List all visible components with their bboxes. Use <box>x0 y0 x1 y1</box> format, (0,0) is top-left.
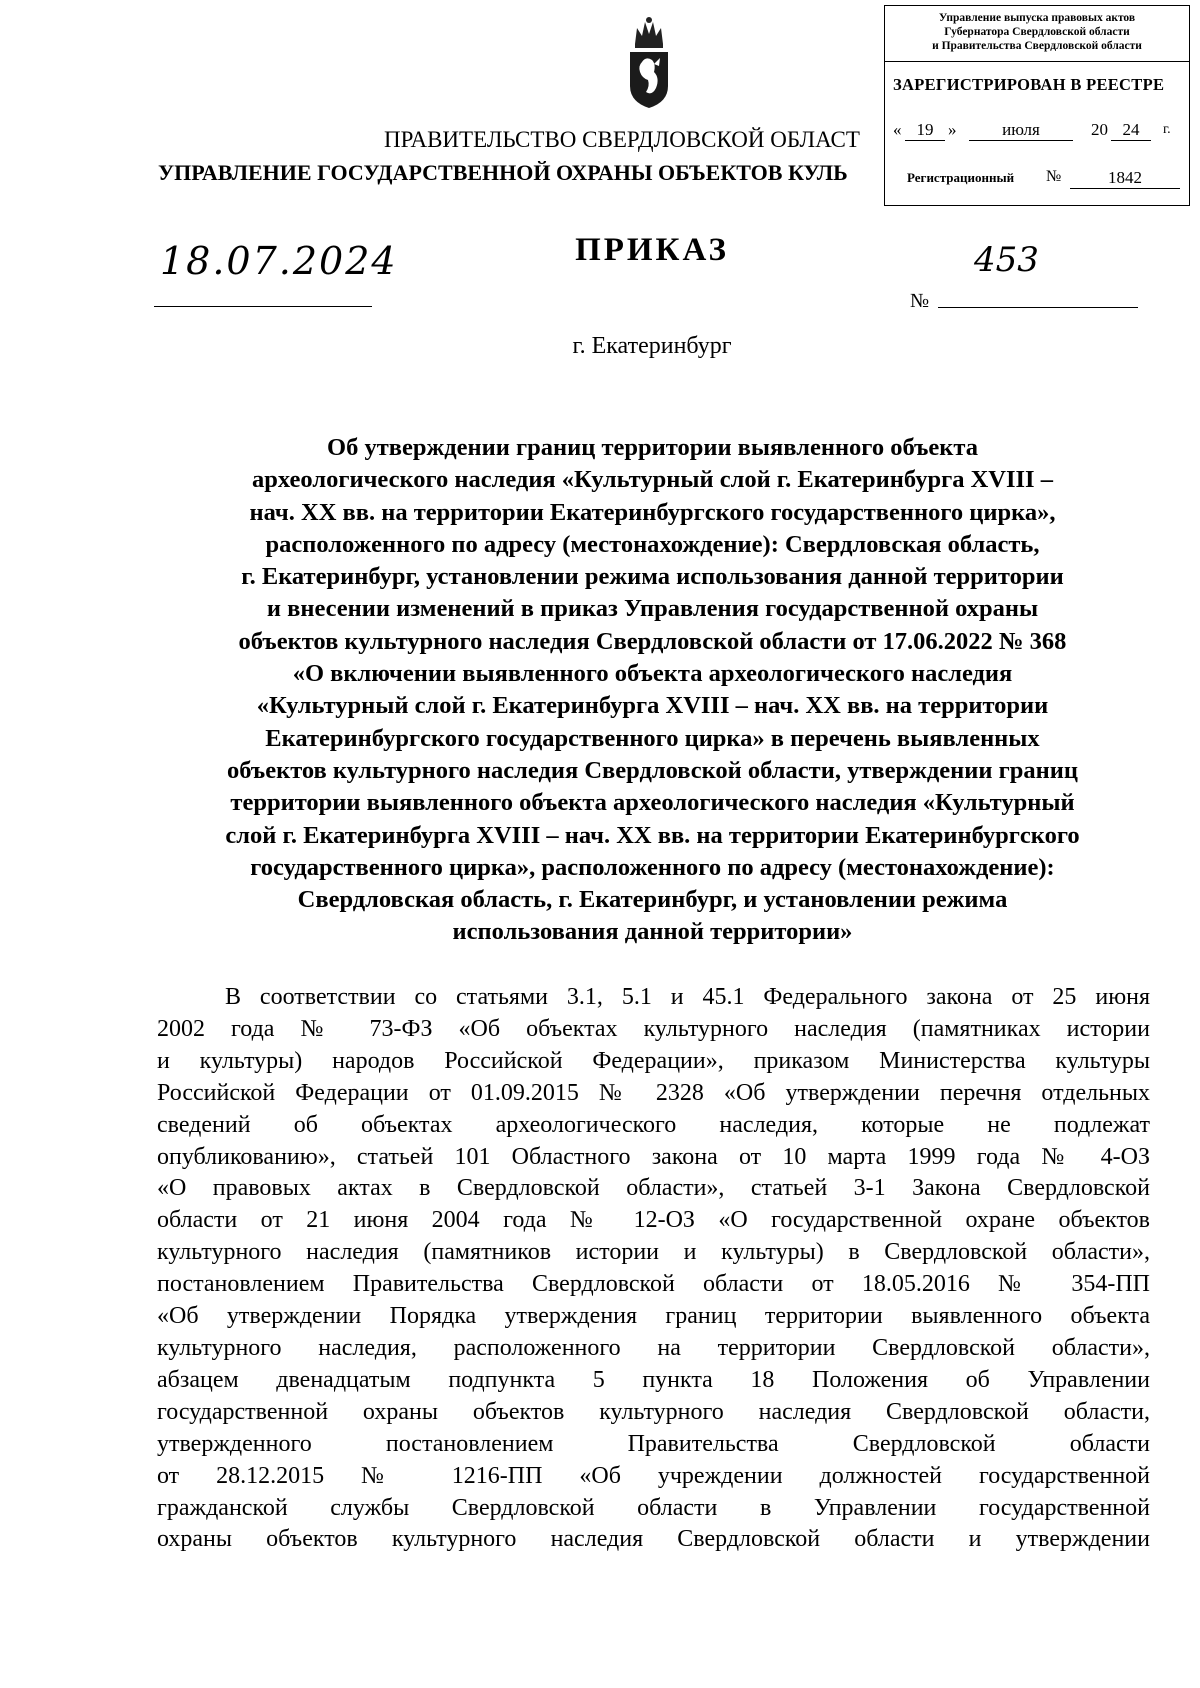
body-line: абзацем двенадцатым подпункта 5 пункта 18 Положения об Управлении <box>157 1366 1150 1393</box>
body-line: Российской Федерации от 01.09.2015 № 2328 «Об утверждении перечня отдельных <box>157 1079 1150 1106</box>
handwritten-number: 453 <box>974 240 1039 280</box>
order-subject <box>155 432 1150 949</box>
stamp-reg-sign: № <box>1046 168 1062 185</box>
body-line: утвержденного постановлением Правительства Свердловской области <box>157 1430 1150 1457</box>
subject-line: «О включении выявленного объекта археологического наследия <box>292 660 1013 688</box>
subject-line: «Культурный слой г. Екатеринбурга XVIII – нач. XX вв. на территории <box>256 692 1049 720</box>
stamp-day: 19 <box>905 120 945 141</box>
subject-line: слой г. Екатеринбурга XVIII – нач. XX вв. на территории Екатеринбургского <box>225 821 1080 849</box>
body-line: постановлением Правительства Свердловской области от 18.05.2016 № 354-ПП <box>157 1271 1150 1298</box>
body-line: «Об утверждении Порядка утверждения границ территории выявленного объекта <box>157 1303 1150 1330</box>
body-line: культурного наследия, расположенного на территории Свердловской области», <box>157 1334 1150 1361</box>
body-line: культурного наследия (памятников истории и культуры) в Свердловской области», <box>157 1239 1150 1266</box>
stamp-close-quote: » <box>948 120 957 139</box>
subject-line: археологического наследия «Культурный слой г. Екатеринбурга XVIII – <box>252 466 1053 494</box>
stamp-year-suffix: 24 <box>1111 120 1151 141</box>
stamp-reg-label: Регистрационный <box>907 170 1015 185</box>
subject-line: использования данной территории» <box>452 918 853 946</box>
stamp-open-quote: « <box>893 120 902 139</box>
government-name: ПРАВИТЕЛЬСТВО СВЕРДЛОВСКОЙ ОБЛАСТ <box>384 127 860 152</box>
body-line: государственной охраны объектов культурного наследия Свердловской области, <box>157 1398 1150 1425</box>
stamp-year-prefix: 20 <box>1091 120 1108 139</box>
stamp-month: июля <box>969 120 1073 141</box>
body-line: охраны объектов культурного наследия Свердловской области и утверждении <box>157 1526 1150 1553</box>
stamp-department-line: и Правительства Свердловской области <box>932 40 1142 52</box>
stamp-divider <box>885 61 1189 62</box>
order-body-paragraph <box>157 982 1150 1556</box>
stamp-registered-label: ЗАРЕГИСТРИРОВАН В РЕЕСТРЕ <box>893 75 1165 94</box>
stamp-department-line: Губернатора Свердловской области <box>944 26 1130 38</box>
body-line: области от 21 июня 2004 года № 12-ОЗ «О государственной охране объектов <box>157 1207 1150 1234</box>
body-line: от 28.12.2015 № 1216-ПП «Об учреждении должностей государственной <box>157 1462 1150 1489</box>
body-line: гражданской службы Свердловской области в Управлении государственной <box>157 1494 1150 1521</box>
handwritten-date: 18.07.2024 <box>160 239 398 283</box>
document-type-title: ПРИКАЗ <box>575 232 729 268</box>
subject-line: расположенного по адресу (местонахождение): Свердловская область, <box>265 530 1040 558</box>
subject-line: г. Екатеринбург, установлении режима использования данной территории <box>241 563 1064 591</box>
date-underline <box>154 306 372 307</box>
stamp-department-line: Управление выпуска правовых актов <box>938 12 1136 24</box>
body-line: 2002 года № 73-ФЗ «Об объектах культурного наследия (памятниках истории <box>157 1015 1150 1042</box>
subject-line: Екатеринбургского государственного цирка» в перечень выявленных <box>265 724 1040 752</box>
stamp-department <box>885 11 1189 53</box>
body-line: В соответствии со статьями 3.1, 5.1 и 45.1 Федерального закона от 25 июня <box>225 984 1150 1010</box>
subject-line: и внесении изменений в приказ Управления государственной охраны <box>266 595 1039 623</box>
subject-line: территории выявленного объекта археологического наследия «Культурный <box>230 789 1075 817</box>
number-underline <box>938 307 1138 308</box>
body-line: сведений об объектах археологического наследия, которые не подлежат <box>157 1111 1150 1138</box>
subject-line: Об утверждении границ территории выявленного объекта <box>327 434 978 461</box>
subject-line: объектов культурного наследия Свердловской области, утверждении границ <box>227 756 1078 784</box>
department-name: УПРАВЛЕНИЕ ГОСУДАРСТВЕННОЙ ОХРАНЫ ОБЪЕКТОВ КУЛЬ <box>158 160 848 185</box>
body-line: и культуры) народов Российской Федерации», приказом Министерства культуры <box>157 1047 1150 1074</box>
subject-line: Свердловская область, г. Екатеринбург, и установлении режима <box>297 886 1008 914</box>
number-sign: № <box>910 290 930 312</box>
stamp-reg-number: 1842 <box>1070 168 1180 189</box>
subject-line: государственного цирка», расположенного по адресу (местонахождение): <box>250 853 1055 881</box>
subject-line: нач. XX вв. на территории Екатеринбургского государственного цирка», <box>249 498 1056 526</box>
registration-stamp <box>884 5 1190 206</box>
coat-of-arms-emblem <box>626 16 672 110</box>
city-name: г. Екатеринбург <box>572 333 732 359</box>
body-line: «О правовых актах в Свердловской области», статьей 3-1 Закона Свердловской <box>157 1175 1150 1202</box>
body-line: опубликованию», статьей 101 Областного закона от 10 марта 1999 года № 4-ОЗ <box>157 1143 1150 1170</box>
stamp-year-abbr: г. <box>1163 122 1171 137</box>
subject-line: объектов культурного наследия Свердловской области от 17.06.2022 № 368 <box>238 627 1067 655</box>
